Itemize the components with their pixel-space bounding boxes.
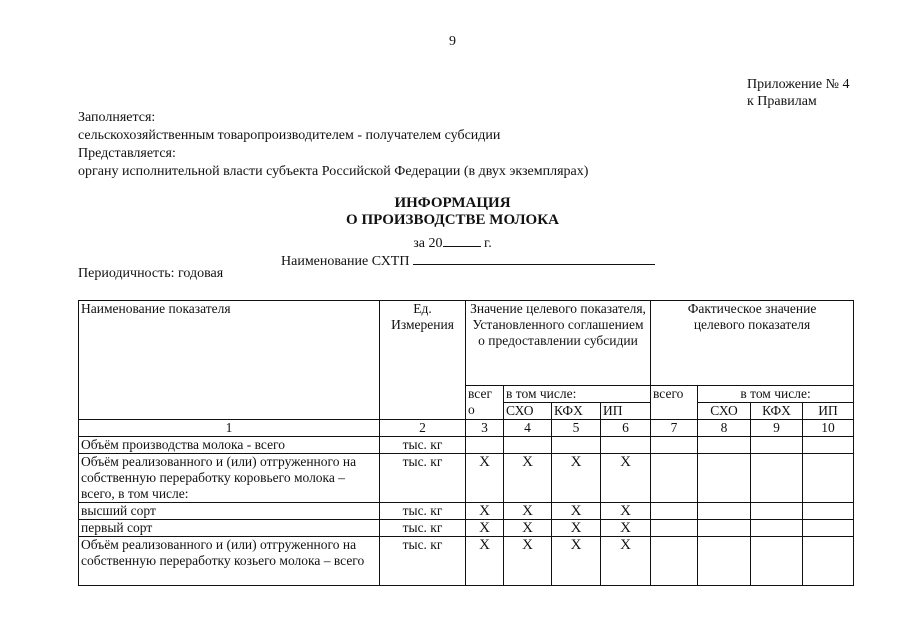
header-target-total-2: о: [468, 402, 475, 417]
col-num: 3: [466, 420, 504, 437]
value-cell[interactable]: [803, 537, 854, 586]
header-target-sxo: СХО: [504, 403, 552, 420]
not-applicable-mark: Х: [466, 454, 504, 503]
header-actual-total: всего: [651, 386, 698, 420]
row-unit: тыс. кг: [380, 454, 466, 503]
org-name-label: Наименование СХТП: [281, 254, 410, 269]
row-indicator-name: высший сорт: [79, 503, 380, 520]
not-applicable-mark: Х: [552, 537, 601, 586]
header-actual: Фактическое значение целевого показателя: [651, 301, 854, 386]
header-actual-sxo: СХО: [698, 403, 751, 420]
value-cell[interactable]: [466, 437, 504, 454]
value-cell[interactable]: [601, 437, 651, 454]
form-header: [78, 109, 588, 181]
appendix-line-1: Приложение № 4: [747, 77, 850, 92]
period-prefix: за 20: [413, 236, 443, 251]
value-cell[interactable]: [651, 503, 698, 520]
value-cell[interactable]: [552, 437, 601, 454]
header-target-kfx: КФХ: [552, 403, 601, 420]
periodicity: Периодичность: годовая: [78, 266, 224, 281]
header-actual-ip: ИП: [803, 403, 854, 420]
milk-production-table: [78, 300, 854, 586]
col-num: 7: [651, 420, 698, 437]
value-cell[interactable]: [698, 503, 751, 520]
header-target-total: [466, 386, 504, 420]
column-numbers-row: [79, 420, 854, 437]
header-target: Значение целевого показателя, Установленного соглашением о предоставлении субсидии: [466, 301, 651, 386]
submitted-label: Представляется:: [78, 146, 176, 161]
row-unit: тыс. кг: [380, 520, 466, 537]
not-applicable-mark: Х: [466, 537, 504, 586]
value-cell[interactable]: [803, 437, 854, 454]
value-cell[interactable]: [751, 437, 803, 454]
col-num: 4: [504, 420, 552, 437]
col-num: 2: [380, 420, 466, 437]
header-unit-line-1: Ед.: [413, 301, 432, 316]
period-field: [0, 232, 905, 252]
row-unit: тыс. кг: [380, 503, 466, 520]
not-applicable-mark: Х: [504, 537, 552, 586]
appendix-line-2: к Правилам: [747, 94, 817, 109]
not-applicable-mark: Х: [552, 503, 601, 520]
value-cell[interactable]: [698, 520, 751, 537]
header-unit: [380, 301, 466, 420]
col-num: 1: [79, 420, 380, 437]
col-num: 5: [552, 420, 601, 437]
header-actual-incl: в том числе:: [698, 386, 854, 403]
org-name-blank[interactable]: [413, 250, 655, 265]
not-applicable-mark: Х: [601, 454, 651, 503]
table-row: [79, 503, 854, 520]
col-num: 6: [601, 420, 651, 437]
row-indicator-name: Объём производства молока - всего: [79, 437, 380, 454]
row-unit: тыс. кг: [380, 437, 466, 454]
table-row: [79, 454, 854, 503]
document-subtitle: О ПРОИЗВОДСТВЕ МОЛОКА: [346, 212, 559, 228]
filled-label: Заполняется:: [78, 110, 156, 125]
table-row: [79, 437, 854, 454]
row-unit: тыс. кг: [380, 537, 466, 586]
header-indicator: Наименование показателя: [79, 301, 380, 420]
table-row: [79, 537, 854, 586]
not-applicable-mark: Х: [504, 503, 552, 520]
col-num: 10: [803, 420, 854, 437]
table-row: [79, 520, 854, 537]
value-cell[interactable]: [698, 454, 751, 503]
appendix-reference: [747, 76, 850, 110]
filled-by: сельскохозяйственным товаропроизводителем - получателем субсидии: [78, 128, 501, 143]
value-cell[interactable]: [651, 437, 698, 454]
row-indicator-name: Объём реализованного и (или) отгруженного на собственную переработку козьего молока – всего: [79, 537, 380, 586]
header-target-ip: ИП: [601, 403, 651, 420]
not-applicable-mark: Х: [466, 520, 504, 537]
value-cell[interactable]: [504, 437, 552, 454]
not-applicable-mark: Х: [601, 503, 651, 520]
header-actual-kfx: КФХ: [751, 403, 803, 420]
not-applicable-mark: Х: [466, 503, 504, 520]
org-name-field: [281, 250, 655, 270]
value-cell[interactable]: [751, 520, 803, 537]
value-cell[interactable]: [651, 537, 698, 586]
submitted-to: органу исполнительной власти субъекта Российской Федерации (в двух экземплярах): [78, 164, 589, 179]
document-title: ИНФОРМАЦИЯ: [394, 195, 511, 211]
value-cell[interactable]: [698, 537, 751, 586]
value-cell[interactable]: [751, 454, 803, 503]
value-cell[interactable]: [803, 454, 854, 503]
not-applicable-mark: Х: [504, 454, 552, 503]
value-cell[interactable]: [803, 503, 854, 520]
not-applicable-mark: Х: [552, 520, 601, 537]
header-target-total-1: всег: [468, 386, 492, 401]
col-num: 8: [698, 420, 751, 437]
value-cell[interactable]: [751, 503, 803, 520]
not-applicable-mark: Х: [601, 520, 651, 537]
not-applicable-mark: Х: [504, 520, 552, 537]
year-blank[interactable]: [443, 232, 481, 247]
not-applicable-mark: Х: [601, 537, 651, 586]
value-cell[interactable]: [698, 437, 751, 454]
row-indicator-name: первый сорт: [79, 520, 380, 537]
row-indicator-name: Объём реализованного и (или) отгруженного на собственную переработку коровьего молока – всего, в том числе:: [79, 454, 380, 503]
period-suffix: г.: [484, 236, 492, 251]
header-target-incl: в том числе:: [504, 386, 651, 403]
page-number: 9: [449, 34, 456, 49]
value-cell[interactable]: [803, 520, 854, 537]
value-cell[interactable]: [651, 454, 698, 503]
value-cell[interactable]: [651, 520, 698, 537]
header-unit-line-2: Измерения: [391, 317, 454, 332]
value-cell[interactable]: [751, 537, 803, 586]
col-num: 9: [751, 420, 803, 437]
not-applicable-mark: Х: [552, 454, 601, 503]
